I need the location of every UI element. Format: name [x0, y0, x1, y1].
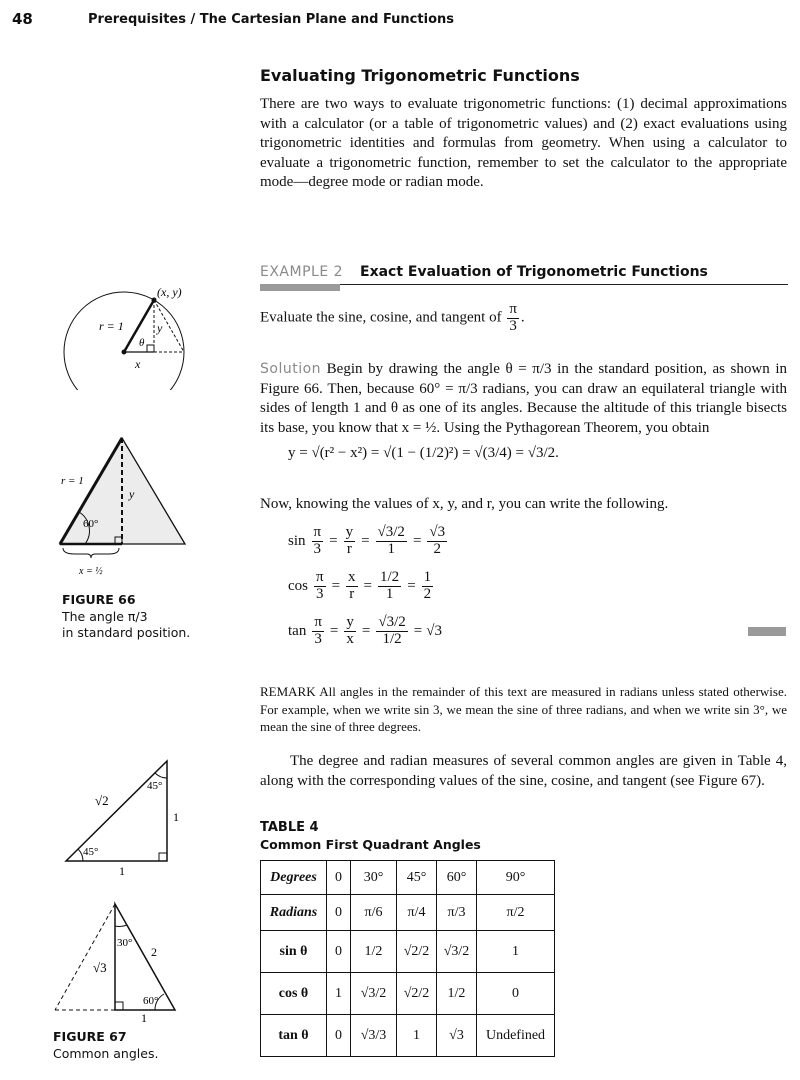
value-num: √3/2 — [378, 614, 406, 630]
prompt-den: 3 — [509, 317, 517, 334]
equals: = — [331, 577, 341, 594]
equals: = — [412, 532, 422, 549]
equals: = — [329, 532, 338, 549]
table-cell: π/6 — [351, 895, 397, 931]
prompt-num: π — [509, 301, 517, 317]
caption-line: in standard position. — [62, 625, 191, 640]
y-label: y — [157, 321, 163, 335]
sin-equation — [288, 525, 449, 558]
base-brace — [63, 548, 119, 558]
origin-dot — [122, 350, 127, 355]
angle-top-label: 30° — [117, 937, 133, 949]
cos-fn: cos — [288, 577, 308, 594]
angle-bottom-label: 60° — [143, 995, 159, 1007]
table-cell: π/3 — [437, 895, 477, 931]
mirror-hyp — [55, 904, 115, 1010]
ratio-den: x — [346, 630, 354, 647]
three-den: 3 — [313, 540, 322, 557]
table-caption: Common First Quadrant Angles — [260, 837, 481, 852]
solution-text: Begin by drawing the angle θ = π/3 in the standard position, as shown in Figure 66. Then, because 60° = π/3 radians, you can draw an equilateral triangle with sides of length 1 and θ as one of its angles. Because the altitude of this triangle bisects its base, you know that x = ½. Using the Pythagorean Theorem, you obtain — [260, 361, 787, 436]
tan-angle — [312, 615, 324, 648]
side-left-label: √3 — [93, 960, 107, 975]
example-bar — [260, 284, 340, 291]
ratio-den: r — [349, 585, 355, 602]
example-label: EXAMPLE 2 — [260, 264, 344, 280]
equals: = — [407, 577, 416, 594]
tan-equation — [288, 615, 442, 648]
unit-circle — [64, 292, 184, 390]
value-num: 1/2 — [380, 569, 400, 585]
figure67-30-triangle — [45, 898, 195, 1023]
figure66-caption — [62, 609, 190, 641]
table-cell: π/2 — [477, 895, 555, 931]
knowing-sentence: Now, knowing the values of x, y, and r, you can write the following. — [260, 496, 669, 512]
trig-table — [260, 860, 555, 1057]
right-angle-mark — [115, 1002, 123, 1010]
value-den: 2 — [423, 585, 432, 602]
cos-ratio — [346, 570, 358, 603]
table-cell: 45° — [397, 861, 437, 895]
table-label: TABLE 4 — [260, 820, 319, 835]
caption-line: The angle π/3 — [62, 609, 148, 624]
three-den: 3 — [316, 585, 324, 602]
table-cell: √3/3 — [351, 1015, 397, 1057]
table-cell: 1/2 — [351, 931, 397, 973]
side-bottom-label: 1 — [119, 864, 125, 878]
table-cell: 1 — [477, 931, 555, 973]
hypotenuse-label: 2 — [151, 945, 157, 959]
pythagorean-equation: y = √(r² − x²) = √(1 − (1/2)²) = √(3/4) = √3/2. — [288, 445, 559, 461]
figure66-triangle — [55, 432, 195, 582]
table-row-degrees — [261, 861, 555, 895]
solution-paragraph — [260, 360, 787, 438]
value-num: √3/2 — [377, 524, 405, 540]
pi-num: π — [313, 524, 322, 540]
right-angle-mark — [147, 345, 154, 352]
sin-value-1 — [376, 525, 407, 558]
table-cell: √2/2 — [397, 931, 437, 973]
table-cell: √3/2 — [351, 973, 397, 1015]
ratio-den: r — [346, 540, 352, 557]
table-cell: √3/2 — [437, 931, 477, 973]
pi-num: π — [316, 569, 324, 585]
page-number: 48 — [12, 10, 33, 28]
table-cell: √3 — [437, 1015, 477, 1057]
table-cell: √2/2 — [397, 973, 437, 1015]
figure67-label: FIGURE 67 — [53, 1029, 127, 1044]
table-cell: 1 — [327, 973, 351, 1015]
sin-ratio — [344, 525, 356, 558]
cos-value-2 — [422, 570, 434, 603]
table-cell: π/4 — [397, 895, 437, 931]
row-header: tan θ — [261, 1015, 327, 1057]
table-row-radians — [261, 895, 555, 931]
table-row-cos — [261, 973, 555, 1015]
table-cell: 90° — [477, 861, 555, 895]
sin-fn: sin — [288, 532, 306, 549]
table-row-sin — [261, 931, 555, 973]
row-header: Degrees — [261, 861, 327, 895]
ratio-num: x — [348, 569, 356, 585]
remark-paragraph: REMARK All angles in the remainder of this text are measured in radians unless stated otherwise. For example, when we write sin 3, we mean the sine of three radians, and when we write sin 3°, we mean the sine of three degrees. — [260, 684, 787, 734]
three-den: 3 — [314, 630, 322, 647]
table-cell: 0 — [327, 931, 351, 973]
side-right-label: 1 — [173, 810, 179, 824]
value-num: √3 — [429, 524, 446, 540]
theta-label: θ — [139, 337, 145, 349]
right-angle-mark — [159, 853, 167, 861]
angle-left-label: 45° — [83, 846, 99, 858]
point-dot — [152, 298, 157, 303]
value-den: 1 — [387, 540, 395, 557]
example-end-marker — [748, 627, 786, 636]
r-label: r = 1 — [99, 319, 124, 333]
equals: = — [363, 577, 373, 594]
running-head: Prerequisites / The Cartesian Plane and Functions — [88, 12, 454, 27]
example-prompt: Evaluate the sine, cosine, and tangent of $\frac{\pi}{3}$ . — [260, 301, 525, 334]
equals: = — [361, 532, 370, 549]
tan-value-2: √3 — [426, 622, 442, 639]
prompt-text: Evaluate the sine, cosine, and tangent of — [260, 309, 502, 326]
example-title: Exact Evaluation of Trigonometric Functions — [360, 264, 708, 280]
y-label: y — [129, 487, 135, 501]
equals: = — [413, 622, 423, 639]
isosceles-right-triangle — [66, 761, 167, 861]
value-num: 1 — [423, 569, 432, 585]
table-row-tan — [261, 1015, 555, 1057]
ratio-num: y — [346, 614, 354, 630]
x-half-label: x = ½ — [79, 566, 103, 577]
table-cell: 0 — [327, 1015, 351, 1057]
figure67-45-triangle — [55, 755, 195, 880]
table-cell: Undefined — [477, 1015, 555, 1057]
sin-angle — [312, 525, 324, 558]
table-cell: 0 — [327, 895, 351, 931]
table-cell: 60° — [437, 861, 477, 895]
tan-ratio — [344, 615, 356, 648]
table-cell: 0 — [477, 973, 555, 1015]
point-label: (x, y) — [157, 285, 182, 299]
x-label: x — [135, 357, 141, 371]
solution-label: Solution — [260, 361, 322, 377]
side-bottom-label: 1 — [141, 1011, 147, 1023]
table-cell: 1/2 — [437, 973, 477, 1015]
table-cell: 0 — [327, 861, 351, 895]
hypotenuse-label: √2 — [95, 793, 109, 808]
sin-value-2 — [427, 525, 447, 558]
value-den: 1/2 — [382, 630, 402, 647]
equals: = — [329, 622, 339, 639]
table-cell: 1 — [397, 1015, 437, 1057]
pi-num: π — [314, 614, 322, 630]
cos-equation — [288, 570, 435, 603]
equals: = — [361, 622, 371, 639]
row-header: cos θ — [261, 973, 327, 1015]
row-header: sin θ — [261, 931, 327, 973]
value-den: 2 — [433, 540, 442, 557]
angle-label: 60° — [83, 518, 99, 530]
intro-paragraph: There are two ways to evaluate trigonometric functions: (1) decimal approximations with a calculator (or a table of trigonometric values) and (2) exact evaluations using trigonometric identities and formulas from geometry. When using a calculator to evaluate a trigonometric function, remember to set the calculator to the appropriate mode—degree mode or radian mode. — [260, 96, 787, 190]
tan-value-1 — [376, 615, 407, 648]
degree-paragraph: The degree and radian measures of several common angles are given in Table 4, along with the corresponding values of the sine, cosine, and tangent (see Figure 67). — [260, 753, 787, 789]
figure67-caption: Common angles. — [53, 1046, 159, 1061]
prompt-fraction — [507, 302, 519, 335]
figure66-circle — [55, 280, 215, 390]
section-heading: Evaluating Trigonometric Functions — [260, 66, 580, 85]
table-cell: 30° — [351, 861, 397, 895]
cos-angle — [314, 570, 326, 603]
row-header: Radians — [261, 895, 327, 931]
tan-fn: tan — [288, 622, 307, 639]
ratio-num: y — [345, 524, 354, 540]
angle-arc — [115, 925, 127, 926]
angle-top-label: 45° — [147, 780, 163, 792]
angle-arc — [155, 773, 167, 778]
value-den: 1 — [385, 585, 394, 602]
cos-value-1 — [378, 570, 401, 603]
figure66-label: FIGURE 66 — [62, 592, 136, 607]
r-label: r = 1 — [61, 475, 84, 487]
